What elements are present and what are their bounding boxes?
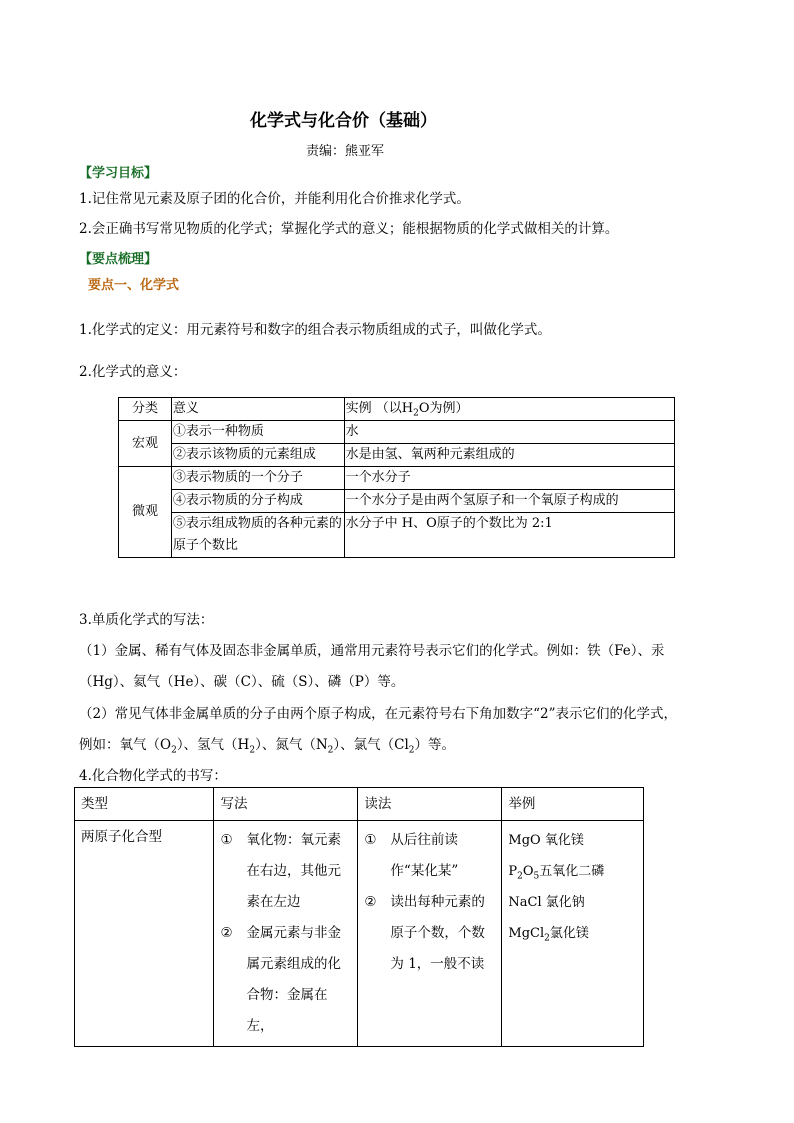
example-p2o5: $P_2O_5$五氧化二磷	[508, 864, 605, 882]
example-cell: 水	[344, 421, 674, 444]
elements-heading: 3.单质化学式的写法：	[79, 612, 214, 628]
elements-paragraph-1-line-2: （Hg）、氦气（He）、碳（C）、硫（S）、磷（P）等。	[79, 674, 405, 690]
header-meaning: 意义	[171, 398, 344, 421]
meaning-cell: ①表示一种物质	[171, 421, 344, 444]
meaning-cell: ②表示该物质的元素组成	[171, 444, 344, 467]
header-writing: 写法	[214, 788, 358, 821]
table-row	[119, 444, 675, 467]
definition-text: 1.化学式的定义：用元素符号和数字的组合表示物质组成的式子，叫做化学式。	[79, 322, 551, 338]
summary-heading: 【要点梳理】	[79, 252, 158, 267]
meaning-table	[118, 397, 675, 558]
meaning-cell: ④表示物质的分子构成	[171, 490, 344, 513]
header-reading: 读法	[358, 788, 502, 821]
macro-label: 宏观	[119, 421, 172, 467]
meaning-cell: ③表示物质的一个分子	[171, 467, 344, 490]
objectives-heading: 【学习目标】	[79, 166, 158, 181]
header-example: 实例 （以$H_2O$为例）	[344, 398, 674, 421]
header-example: 举例	[502, 788, 644, 821]
table-row	[75, 788, 644, 821]
page-title: 化学式与化合价（基础）	[250, 111, 437, 131]
list-item: ① 从后往前读作“某化某”	[364, 832, 459, 879]
list-item: ② 金属元素与非金属元素组成的化合物：金属在左，	[220, 925, 341, 1034]
example-cell: 一个水分子是由两个氢原子和一个氧原子构成的	[344, 490, 674, 513]
type-cell: 两原子化合型	[75, 821, 214, 1047]
header-type: 类型	[75, 788, 214, 821]
table-row	[75, 821, 644, 1047]
compound-table	[74, 787, 644, 1047]
table-row	[119, 513, 675, 558]
editor-line: 责编：熊亚军	[306, 144, 385, 159]
objective-item-2: 2.会正确书写常见物质的化学式；掌握化学式的意义；能根据物质的化学式做相关的计算。	[79, 221, 619, 237]
example-mgcl2: MgCl$_2$氯化镁	[508, 926, 589, 944]
table-row	[119, 398, 675, 421]
example-cell: 水是由氢、氧两种元素组成的	[344, 444, 674, 467]
objective-item-1: 1.记住常见元素及原子团的化合价，并能利用化合价推求化学式。	[79, 191, 470, 207]
list-item: ① 氧化物：氧元素在右边，其他元素在左边	[220, 832, 341, 910]
examples-cell	[502, 821, 644, 1047]
list-item: ② 读出每种元素的原子个数，个数为 1，一般不读	[364, 894, 485, 972]
elements-paragraph-2-line-1: （2）常见气体非金属单质的分子由两个原子构成，在元素符号右下角加数字“2”表示它们的化学式，	[79, 706, 677, 722]
table-row	[119, 490, 675, 513]
writing-cell	[214, 821, 358, 1047]
header-category: 分类	[119, 398, 172, 421]
elements-paragraph-2-line-2: 例如：氧气$(O_2)$、氢气$(H_2)$、氮气$(N_2)$、氯气$(Cl_2)$等。	[79, 737, 456, 756]
example-cell: 水分子中 H、O原子的个数比为 2:1	[344, 513, 674, 558]
micro-label: 微观	[119, 467, 172, 558]
table-row	[119, 467, 675, 490]
reading-cell	[358, 821, 502, 1047]
elements-paragraph-1-line-1: （1）金属、稀有气体及固态非金属单质，通常用元素符号表示它们的化学式。例如：铁（Fe）、汞	[79, 643, 665, 659]
table-row	[119, 421, 675, 444]
example-mgo: MgO 氧化镁	[508, 833, 584, 848]
compound-heading: 4.化合物化学式的书写：	[79, 768, 227, 784]
example-cell: 一个水分子	[344, 467, 674, 490]
meaning-cell: ⑤表示组成物质的各种元素的原子个数比	[171, 513, 344, 558]
meaning-heading: 2.化学式的意义：	[79, 364, 187, 380]
point-one-heading: 要点一、化学式	[88, 278, 180, 293]
example-nacl: NaCl 氯化钠	[508, 895, 585, 910]
